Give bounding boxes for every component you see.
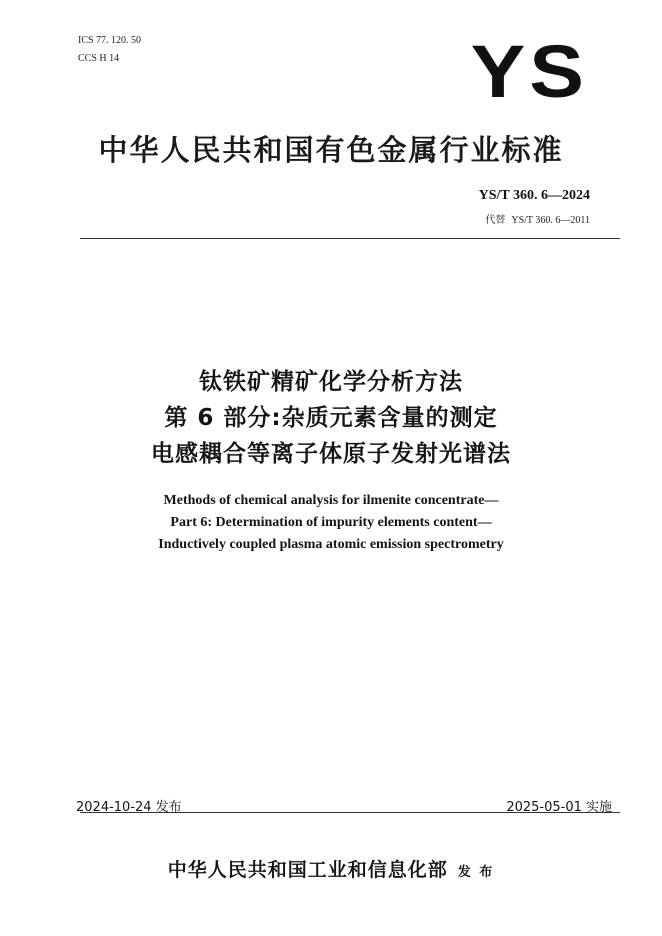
issue-date: 2024-10-24 发布 [76, 800, 182, 815]
chinese-title-line-1: 钛铁矿精矿化学分析方法 [199, 369, 463, 395]
chinese-title-line-3: 电感耦合等离子体原子发射光谱法 [151, 441, 511, 467]
issuer-action: 发 布 [457, 865, 495, 880]
issuer-name: 中华人民共和国工业和信息化部 [167, 859, 448, 881]
replaces-number: YS/T 360. 6—2011 [511, 215, 590, 226]
english-title-line-1: Methods of chemical analysis for ilmenite concentrate— [163, 493, 499, 508]
implementation-date: 2025-05-01 实施 [506, 800, 612, 815]
issuing-authority [0, 855, 662, 882]
ics-code: ICS 77. 120. 50 [78, 35, 142, 46]
standard-category-title: 中华人民共和国有色金属行业标准 [98, 133, 564, 167]
replaces-line [485, 211, 590, 226]
chinese-title-line-2: 第 6 部分:杂质元素含量的测定 [164, 405, 498, 431]
standard-number: YS/T 360. 6—2024 [478, 188, 590, 203]
ys-logo: YS [470, 31, 588, 114]
english-title-line-2: Part 6: Determination of impurity elements content— [170, 515, 492, 530]
ccs-code: CCS H 14 [78, 53, 120, 64]
top-divider [80, 238, 620, 239]
classification-codes [78, 32, 141, 68]
replaces-label: 代替 [485, 215, 506, 226]
english-title-line-3: Inductively coupled plasma atomic emission spectrometry [158, 537, 504, 552]
english-title [0, 490, 662, 556]
chinese-title [0, 364, 662, 472]
bottom-divider [80, 812, 620, 813]
